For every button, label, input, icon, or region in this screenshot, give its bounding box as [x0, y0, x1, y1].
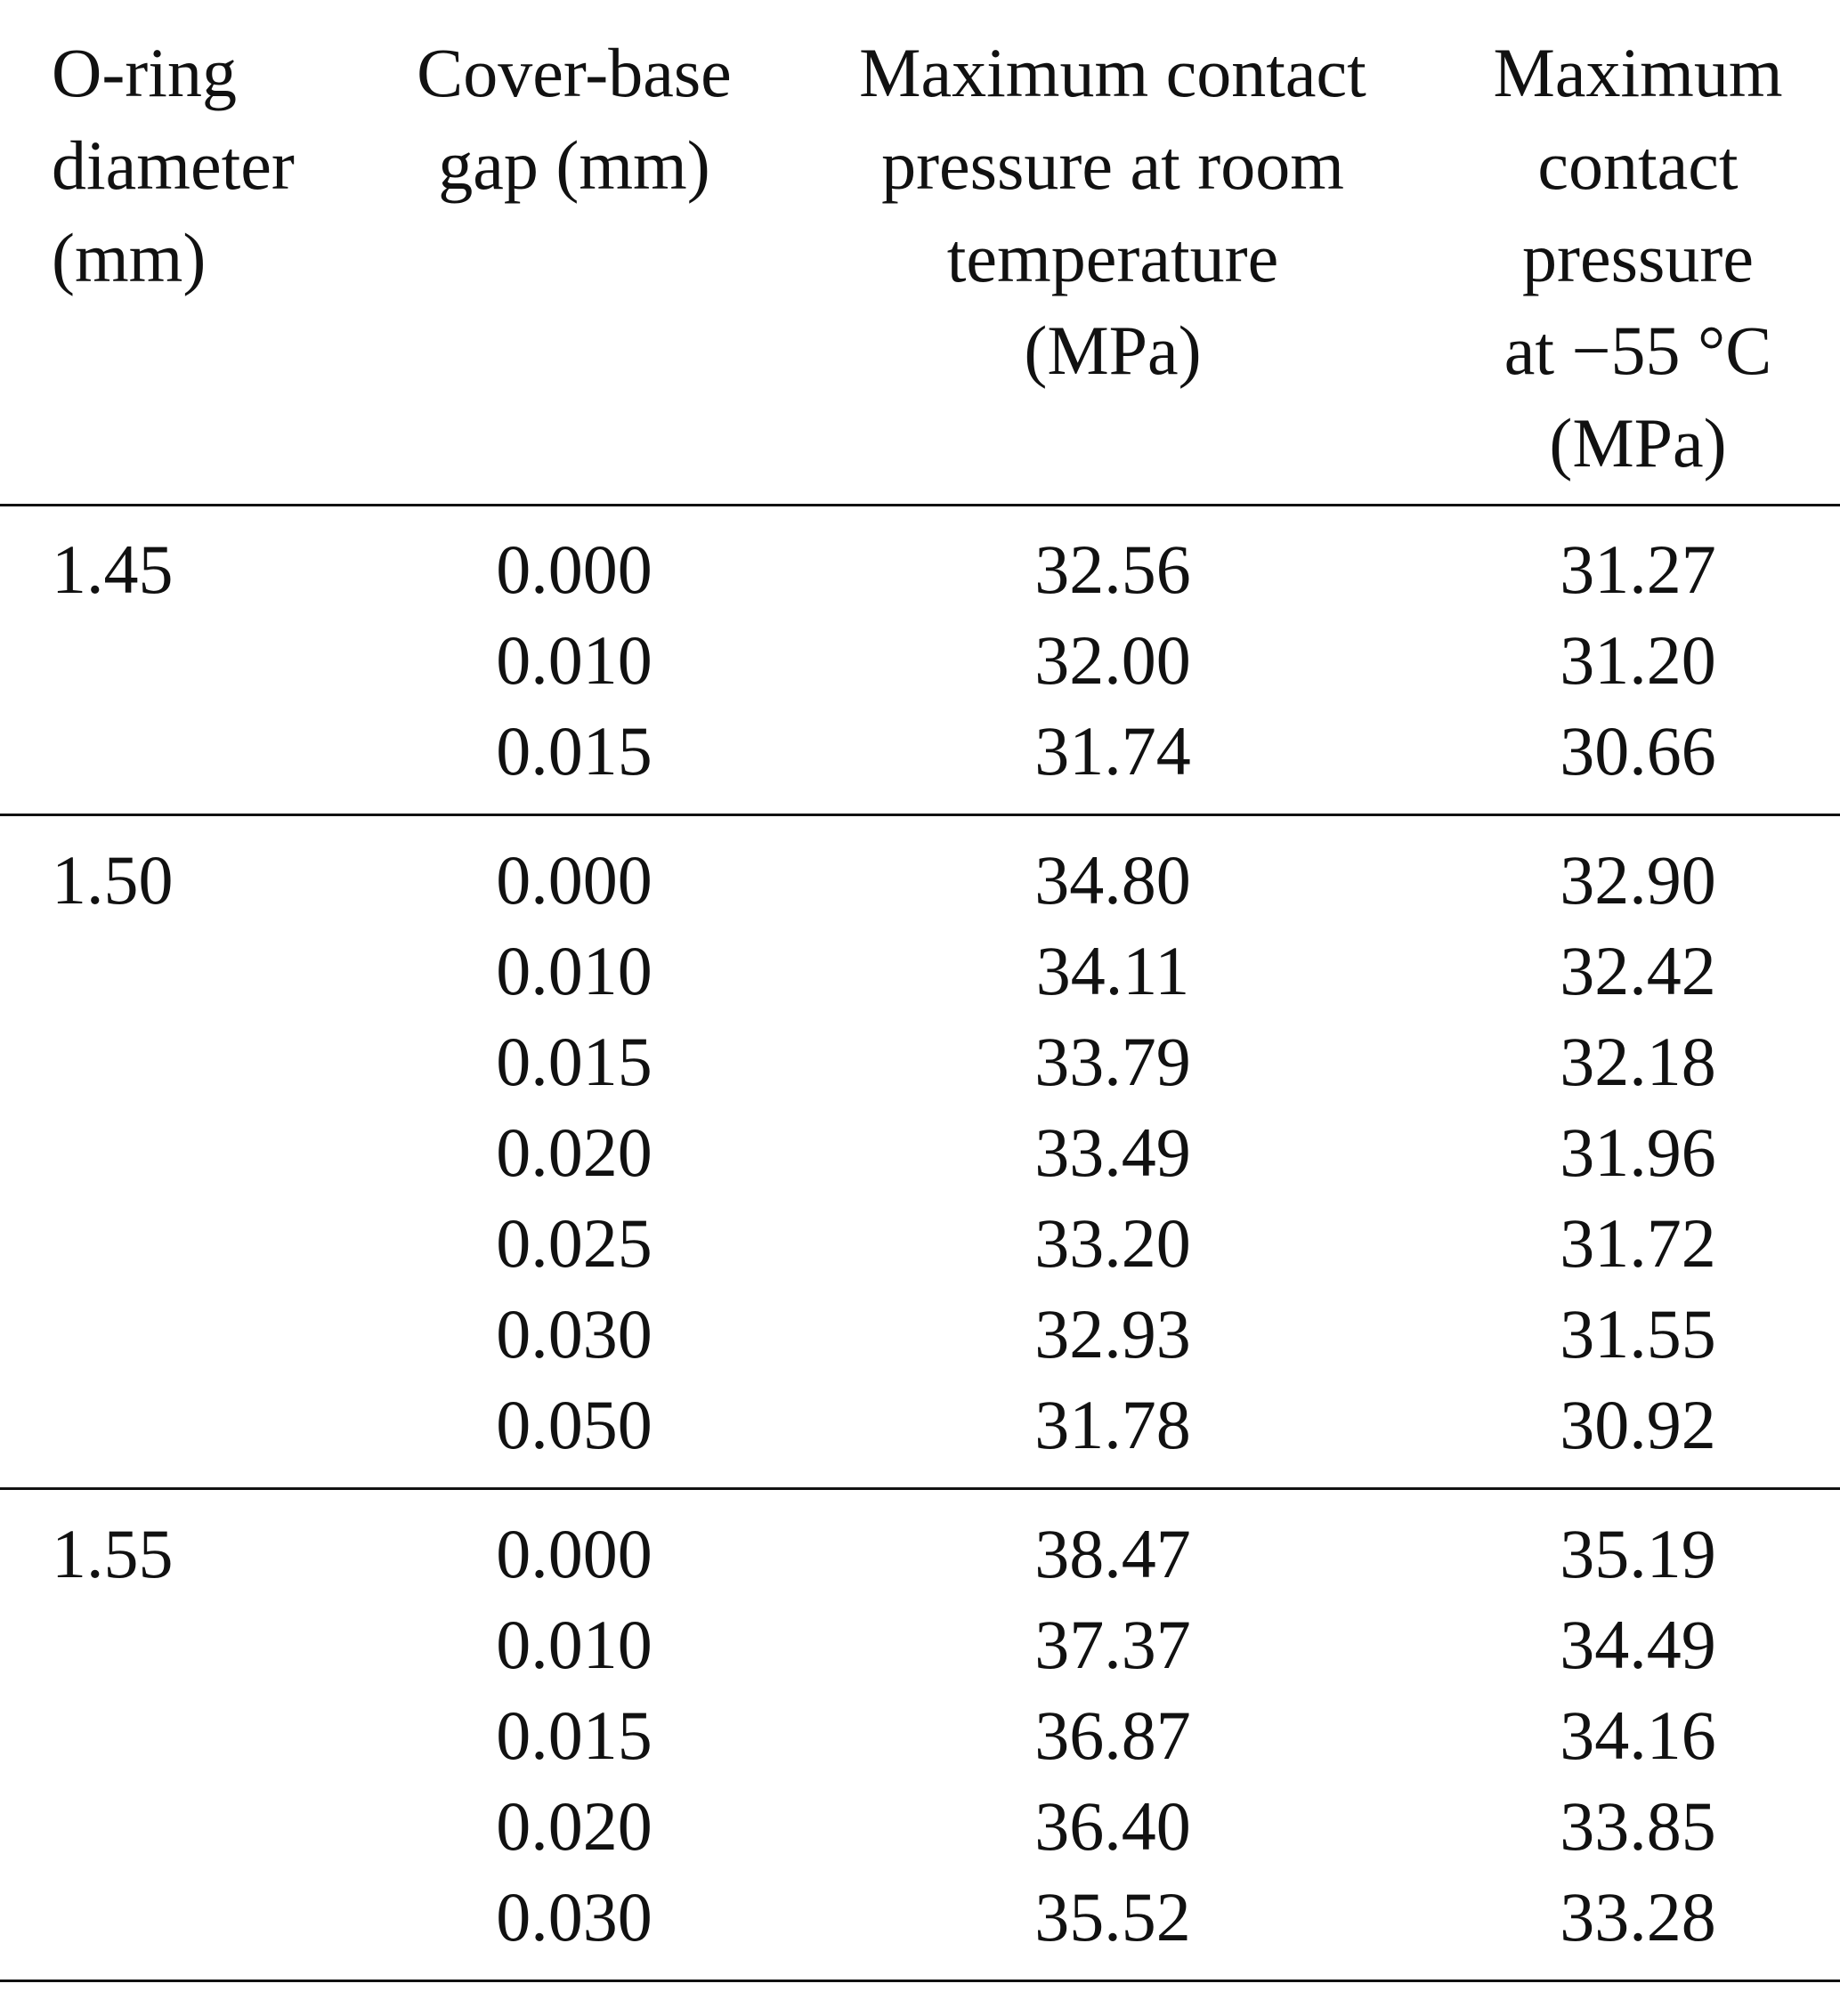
cell-pressure-minus-55: 33.85 [1560, 1787, 1716, 1865]
cell-pressure-minus-55: 34.49 [1560, 1606, 1716, 1683]
cell-pressure-minus-55: 32.42 [1560, 932, 1716, 1009]
cell-gap: 0.050 [496, 1386, 653, 1463]
cell-pressure-room: 34.11 [1035, 932, 1190, 1009]
cell-pressure-room: 32.56 [1034, 530, 1191, 608]
header-pressure-minus-55: Maximum contact pressure at −55 °C (MPa) [1493, 34, 1783, 482]
cell-diameter: 1.45 [52, 530, 174, 608]
cell-pressure-minus-55: 30.66 [1560, 712, 1716, 789]
cell-diameter: 1.55 [52, 1515, 174, 1592]
cell-pressure-minus-55: 32.18 [1560, 1023, 1716, 1100]
table-row [0, 1016, 1840, 1107]
cell-diameter: 1.50 [52, 841, 174, 919]
table-row [0, 1107, 1840, 1198]
table-body [0, 506, 1840, 1982]
cell-pressure-minus-55: 34.16 [1560, 1696, 1716, 1774]
table-row [0, 1509, 1840, 1599]
cell-gap: 0.025 [496, 1204, 653, 1282]
cell-pressure-room: 33.20 [1034, 1204, 1191, 1282]
cell-pressure-room: 36.40 [1034, 1787, 1191, 1865]
row-group [0, 506, 1840, 814]
cell-pressure-room: 32.93 [1034, 1295, 1191, 1372]
header-pressure-room-temp: Maximum contact pressure at room temperature (MPa) [859, 34, 1366, 389]
cell-pressure-minus-55: 33.28 [1560, 1878, 1716, 1955]
cell-gap: 0.010 [496, 621, 653, 699]
row-group [0, 816, 1840, 1487]
table-row [0, 835, 1840, 926]
table-row [0, 1690, 1840, 1781]
row-group [0, 1490, 1840, 1980]
table-row [0, 1872, 1840, 1963]
table-row [0, 926, 1840, 1016]
cell-pressure-minus-55: 32.90 [1560, 841, 1716, 919]
cell-pressure-room: 32.00 [1034, 621, 1191, 699]
cell-pressure-minus-55: 31.55 [1560, 1295, 1716, 1372]
cell-pressure-minus-55: 30.92 [1560, 1386, 1716, 1463]
cell-gap: 0.030 [496, 1878, 653, 1955]
table-row [0, 1380, 1840, 1470]
cell-pressure-room: 33.49 [1034, 1113, 1191, 1191]
group-rule [0, 1980, 1840, 1982]
cell-pressure-minus-55: 35.19 [1560, 1515, 1716, 1592]
cell-gap: 0.015 [496, 1696, 653, 1774]
table-row [0, 1781, 1840, 1872]
table-row [0, 706, 1840, 797]
header-oring-diameter: O-ring diameter (mm) [52, 34, 295, 296]
cell-pressure-room: 35.52 [1034, 1878, 1191, 1955]
cell-pressure-room: 31.78 [1034, 1386, 1191, 1463]
cell-gap: 0.000 [496, 530, 653, 608]
table-row [0, 1289, 1840, 1380]
cell-pressure-minus-55: 31.96 [1560, 1113, 1716, 1191]
cell-gap: 0.010 [496, 1606, 653, 1683]
cell-pressure-room: 33.79 [1034, 1023, 1191, 1100]
cell-pressure-room: 37.37 [1034, 1606, 1191, 1683]
header-cover-base-gap: Cover-base gap (mm) [417, 34, 732, 204]
cell-gap: 0.015 [496, 1023, 653, 1100]
cell-pressure-room: 38.47 [1034, 1515, 1191, 1592]
cell-pressure-minus-55: 31.20 [1560, 621, 1716, 699]
cell-gap: 0.015 [496, 712, 653, 789]
table-row [0, 615, 1840, 706]
cell-gap: 0.000 [496, 841, 653, 919]
table-row [0, 1599, 1840, 1690]
cell-gap: 0.020 [496, 1113, 653, 1191]
cell-pressure-room: 36.87 [1034, 1696, 1191, 1774]
cell-pressure-room: 31.74 [1034, 712, 1191, 789]
cell-gap: 0.010 [496, 932, 653, 1009]
table-header [0, 0, 1840, 506]
cell-pressure-minus-55: 31.27 [1560, 530, 1716, 608]
cell-pressure-minus-55: 31.72 [1560, 1204, 1716, 1282]
cell-gap: 0.020 [496, 1787, 653, 1865]
cell-pressure-room: 34.80 [1034, 841, 1191, 919]
table-row [0, 1198, 1840, 1289]
cell-gap: 0.000 [496, 1515, 653, 1592]
table-row [0, 524, 1840, 615]
cell-gap: 0.030 [496, 1295, 653, 1372]
